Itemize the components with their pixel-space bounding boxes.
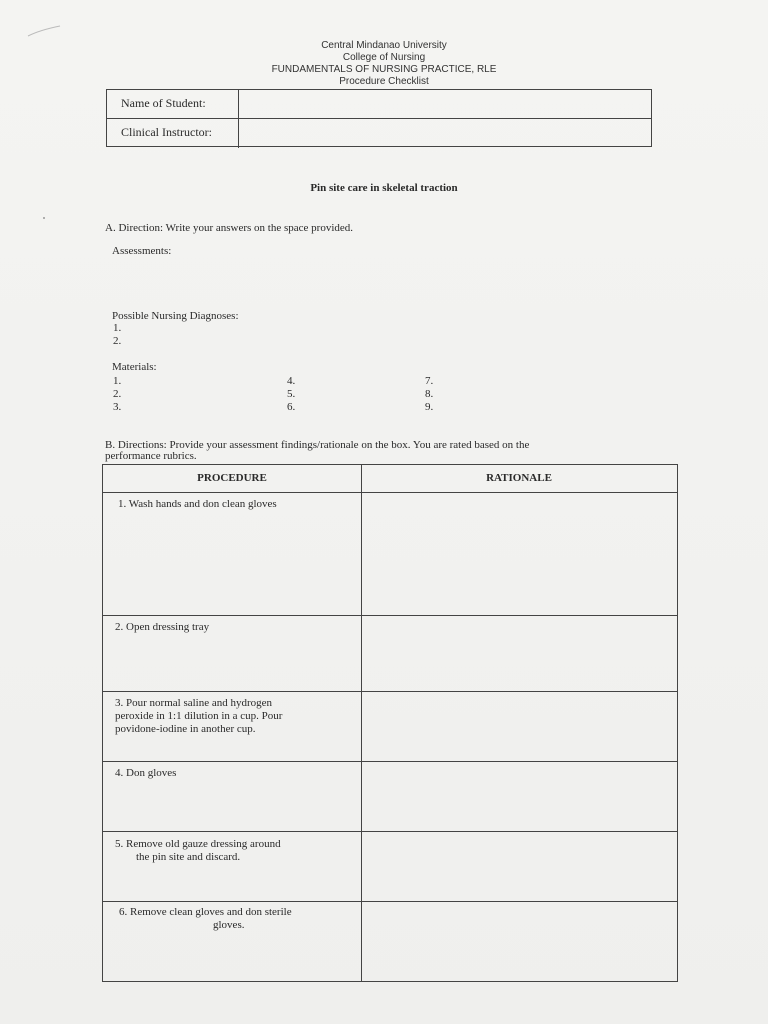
direction-a: A. Direction: Write your answers on the space provided. <box>105 222 354 234</box>
material-item-8: 8. <box>425 388 434 400</box>
procedure-step-6 <box>119 906 349 932</box>
student-label: Name of Student: <box>107 90 239 118</box>
step-text: povidone-iodine in another cup. <box>115 723 256 735</box>
document-type: Procedure Checklist <box>339 76 429 87</box>
student-info-table <box>106 89 652 147</box>
procedure-step-3 <box>115 697 345 736</box>
instructor-name-field[interactable] <box>239 119 651 148</box>
procedure-step-1 <box>118 498 348 511</box>
university-name: Central Mindanao University <box>321 40 447 51</box>
assessments-label: Assessments: <box>112 245 172 257</box>
step-text: gloves. <box>213 919 245 931</box>
rationale-cell-2[interactable] <box>361 616 677 691</box>
material-item-4: 4. <box>287 375 296 387</box>
student-row <box>107 90 651 119</box>
rationale-cell-4[interactable] <box>361 762 677 831</box>
rationale-column-header: RATIONALE <box>486 472 552 484</box>
instructor-label: Clinical Instructor: <box>107 119 239 148</box>
step-text: the pin site and discard. <box>136 851 241 863</box>
material-item-2: 2. <box>113 388 122 400</box>
procedure-step-5 <box>115 838 345 864</box>
diagnosis-item-1: 1. <box>113 322 122 334</box>
material-item-5: 5. <box>287 388 296 400</box>
step-text: 4. Don gloves <box>115 767 177 779</box>
scan-dot-icon <box>42 216 46 220</box>
procedure-step-2 <box>115 621 345 634</box>
procedure-column-header: PROCEDURE <box>197 472 267 484</box>
course-name: FUNDAMENTALS OF NURSING PRACTICE, RLE <box>271 64 497 75</box>
material-item-9: 9. <box>425 401 434 413</box>
procedure-step-4 <box>115 767 345 780</box>
rationale-cell-3[interactable] <box>361 692 677 761</box>
rationale-cell-1[interactable] <box>361 493 677 615</box>
rationale-cell-5[interactable] <box>361 832 677 901</box>
instructor-row <box>107 119 651 148</box>
scan-speck-icon <box>26 22 66 42</box>
direction-b-line1: B. Directions: Provide your assessment findings/rationale on the box. You are rated based on the <box>105 439 530 451</box>
college-name: College of Nursing <box>342 52 426 63</box>
step-text: 1. Wash hands and don clean gloves <box>118 498 277 510</box>
procedure-title: Pin site care in skeletal traction <box>310 182 458 194</box>
step-text: 5. Remove old gauze dressing around <box>115 838 281 850</box>
material-item-7: 7. <box>425 375 434 387</box>
procedure-table <box>102 464 678 982</box>
rationale-cell-6[interactable] <box>361 902 677 980</box>
diagnosis-item-2: 2. <box>113 335 122 347</box>
student-name-field[interactable] <box>239 90 651 118</box>
material-item-6: 6. <box>287 401 296 413</box>
step-text: 3. Pour normal saline and hydrogen <box>115 697 273 709</box>
step-text: peroxide in 1:1 dilution in a cup. Pour <box>115 710 283 722</box>
material-item-3: 3. <box>113 401 122 413</box>
step-text: 6. Remove clean gloves and don sterile <box>119 906 292 918</box>
direction-b-line2: performance rubrics. <box>105 450 197 462</box>
step-text: 2. Open dressing tray <box>115 621 210 633</box>
diagnoses-label: Possible Nursing Diagnoses: <box>112 310 239 322</box>
materials-label: Materials: <box>112 361 157 373</box>
material-item-1: 1. <box>113 375 122 387</box>
